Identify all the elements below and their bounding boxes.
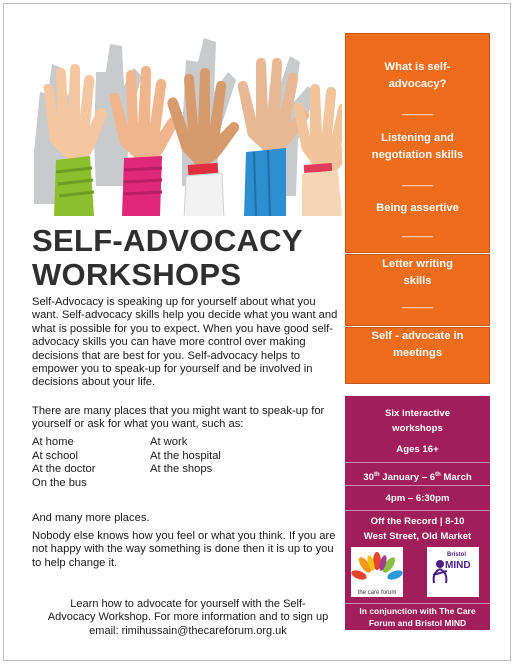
mind-text: MIND	[445, 560, 471, 571]
divider	[345, 462, 490, 463]
divider	[345, 603, 490, 604]
places-list	[32, 436, 344, 490]
topic-line: Self - advocate in	[371, 330, 464, 342]
place-item: At work	[150, 436, 188, 448]
bristol-text: Bristol	[447, 552, 467, 558]
topic-line: Listening and	[381, 132, 454, 144]
detail-line: workshops	[392, 423, 443, 434]
signup-line: Learn how to advocate for yourself with the Self-	[70, 598, 306, 610]
topic-line: Letter writing	[382, 258, 453, 270]
topic-divider: _____	[401, 297, 434, 309]
signup-line: Advocacy Workshop. For more information and to sign up	[47, 611, 329, 624]
partner-label	[345, 605, 490, 629]
date-text: January – 6	[379, 472, 436, 483]
title-line-2: WORKSHOPS	[32, 257, 242, 292]
topic-letter-writing	[346, 256, 489, 290]
topic-being-assertive	[346, 200, 489, 217]
nobody-else-paragraph: Nobody else knows how you feel or what you think. If you are not happy with the way something is done then it is up to you to help change it.	[32, 530, 336, 569]
care-forum-hands-icon	[351, 547, 403, 589]
place-item: At home	[32, 436, 74, 448]
topic-divider: _____	[401, 104, 434, 116]
time-label: 4pm – 6:30pm	[385, 493, 450, 504]
topic-line: What is self-	[384, 61, 451, 73]
date-suffix: th	[373, 472, 380, 478]
topic-line: negotiation skills	[371, 149, 464, 161]
topic-line: skills	[403, 275, 432, 287]
topics-box	[345, 254, 490, 326]
divider	[345, 510, 490, 511]
places-row	[32, 436, 344, 450]
topic-divider: _____	[401, 226, 434, 238]
places-row	[32, 450, 344, 464]
signup-email: email: rimihussain@thecareforum.org.uk	[89, 624, 287, 637]
ages-label: Ages 16+	[396, 444, 439, 455]
care-forum-caption: the care forum	[357, 590, 397, 596]
topic-what-is-self-advocacy	[346, 59, 489, 93]
date-suffix: th	[435, 472, 441, 478]
partner-line: In conjunction with The Care	[359, 606, 476, 616]
place-item: At the hospital	[150, 449, 221, 462]
page-title	[32, 224, 344, 292]
date-text: March	[440, 472, 472, 483]
places-row	[32, 463, 344, 477]
places-intro-paragraph: There are many places that you might want to speak-up for yourself or ask for what you want, such as:	[32, 405, 325, 431]
bristol-mind-logo	[427, 547, 479, 597]
topic-line: Being assertive	[376, 202, 459, 214]
topics-box	[345, 33, 490, 253]
divider	[345, 485, 490, 486]
raised-hands-illustration	[32, 32, 342, 216]
topic-line: meetings	[392, 347, 443, 359]
care-forum-logo	[351, 547, 403, 597]
place-item: At school	[32, 449, 79, 462]
place-item: At the doctor	[32, 463, 96, 476]
workshops-count	[345, 406, 490, 436]
workshop-details-box	[345, 396, 490, 630]
venue-label	[345, 514, 490, 544]
intro-paragraph: Self-Advocacy is speaking up for yourself about what you want. Self-advocacy skills help you decide what you want and what is possible for you to expect. When you have good self-advocacy skills you can have more control over making decisions that are best for you. Self-advocacy helps to empower you to speak-up for yourself and be involved in decisions about your life.	[32, 296, 338, 389]
topic-self-advocate-meetings	[346, 328, 489, 362]
venue-line: West Street, Old Market	[363, 531, 472, 542]
topics-box	[345, 327, 490, 384]
places-row	[32, 477, 344, 491]
topic-line: advocacy?	[388, 78, 447, 90]
dates-label	[345, 468, 490, 485]
topic-divider: _____	[401, 175, 434, 187]
more-places-text: And many more places.	[32, 512, 150, 524]
date-text: 30	[363, 472, 374, 483]
detail-line: Six interactive	[384, 408, 451, 419]
venue-line: Off the Record | 8-10	[370, 516, 465, 527]
partner-line: Forum and Bristol MIND	[368, 618, 467, 628]
signup-info	[32, 598, 344, 638]
place-item: On the bus	[32, 476, 87, 489]
place-item: At the shops	[150, 463, 213, 476]
title-line-1: SELF-ADVOCACY	[32, 223, 303, 258]
topic-listening-negotiation	[346, 130, 489, 164]
